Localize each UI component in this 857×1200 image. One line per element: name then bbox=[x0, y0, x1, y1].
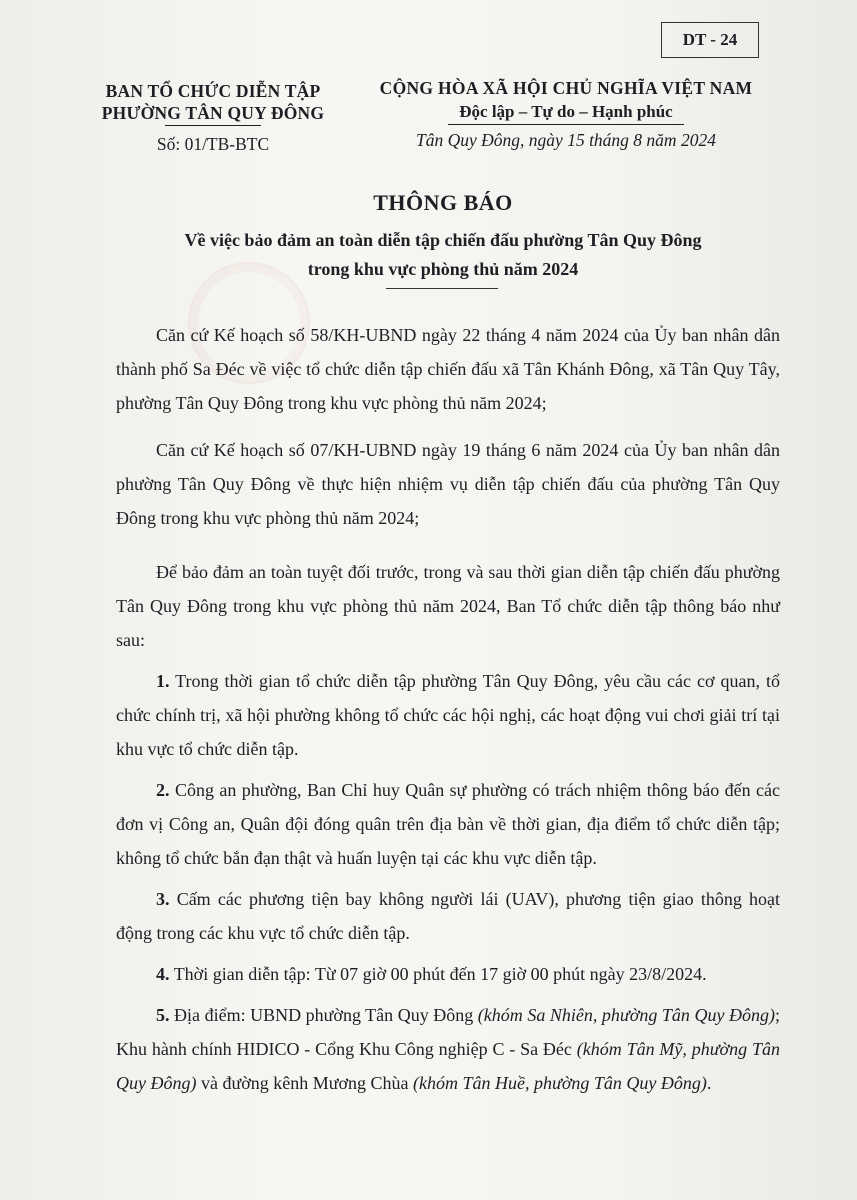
document-subtitle bbox=[100, 226, 786, 284]
item-5-location-2: (khóm Tân Mỹ, phường Tân Quy Đông) bbox=[116, 1039, 781, 1093]
item-5-location-3: (khóm Tân Huề, phường Tân Quy Đông) bbox=[413, 1073, 707, 1093]
issuing-body-header bbox=[88, 80, 338, 126]
paragraph-legal-basis-1: Căn cứ Kế hoạch số 58/KH-UBND ngày 22 tháng 4 năm 2024 của Ủy ban nhân dân thành phố Sa Đéc về việc tổ chức diễn tập chiến đấu xã Tân Khánh Đông, xã Tân Quy Tây, phường Tân Quy Đông trong khu vực phòng thủ năm 2024; bbox=[116, 325, 780, 413]
item-4-number: 4. bbox=[156, 964, 170, 984]
item-3-number: 3. bbox=[156, 889, 170, 909]
item-5-text-a: Địa điểm: UBND phường Tân Quy Đông bbox=[174, 1005, 474, 1025]
item-5-number: 5. bbox=[156, 1005, 170, 1025]
item-3 bbox=[116, 882, 780, 950]
document-code-box: DT - 24 bbox=[661, 22, 759, 58]
national-header bbox=[356, 77, 776, 125]
item-2 bbox=[116, 773, 780, 875]
nation-name: CỘNG HÒA XÃ HỘI CHỦ NGHĨA VIỆT NAM bbox=[379, 78, 753, 98]
issuing-body-line2: PHƯỜNG TÂN QUY ĐÔNG bbox=[101, 103, 325, 123]
subtitle-line2: trong khu vực phòng thủ năm 2024 bbox=[307, 259, 579, 279]
paragraph-legal-basis-2: Căn cứ Kế hoạch số 07/KH-UBND ngày 19 tháng 6 năm 2024 của Ủy ban nhân dân phường Tân Quy Đông về thực hiện nhiệm vụ diễn tập chiến đấu của phường Tân Quy Đông trong khu vực phòng thủ năm 2024; bbox=[116, 440, 780, 528]
item-1-number: 1. bbox=[156, 671, 170, 691]
item-3-text: Cấm các phương tiện bay không người lái (UAV), phương tiện giao thông hoạt động trong các khu vực tổ chức diễn tập. bbox=[116, 889, 780, 943]
item-4 bbox=[116, 957, 780, 991]
motto-underline bbox=[448, 124, 684, 125]
subtitle-underline bbox=[386, 288, 498, 289]
item-5 bbox=[116, 998, 780, 1100]
item-1-text: Trong thời gian tổ chức diễn tập phường Tân Quy Đông, yêu cầu các cơ quan, tổ chức chính trị, xã hội phường không tổ chức các hội nghị, các hoạt động vui chơi giải trí tại khu vực tổ chức diễn tập. bbox=[116, 671, 780, 759]
issuing-body-underline bbox=[165, 125, 261, 126]
item-2-text: Công an phường, Ban Chỉ huy Quân sự phường có trách nhiệm thông báo đến các đơn vị Công an, Quân đội đóng quân trên địa bàn về thời gian, địa điểm tổ chức diễn tập; không tổ chức bắn đạn thật và huấn luyện tại các khu vực diễn tập. bbox=[116, 780, 781, 868]
item-5-location-1: (khóm Sa Nhiên, phường Tân Quy Đông) bbox=[477, 1005, 775, 1025]
item-5-text-e: và đường kênh Mương Chùa bbox=[196, 1073, 409, 1093]
document-body bbox=[116, 318, 780, 1100]
item-5-text-g: . bbox=[706, 1073, 712, 1093]
item-2-number: 2. bbox=[156, 780, 170, 800]
national-motto: Độc lập – Tự do – Hạnh phúc bbox=[459, 102, 673, 121]
issuing-body-line1: BAN TỔ CHỨC DIỄN TẬP bbox=[105, 81, 321, 101]
document-title: THÔNG BÁO bbox=[373, 190, 513, 215]
subtitle-line1: Về việc bảo đảm an toàn diễn tập chiến đấu phường Tân Quy Đông bbox=[184, 230, 702, 250]
item-4-text: Thời gian diễn tập: Từ 07 giờ 00 phút đến 17 giờ 00 phút ngày 23/8/2024. bbox=[173, 964, 707, 984]
item-1 bbox=[116, 664, 780, 766]
place-and-date: Tân Quy Đông, ngày 15 tháng 8 năm 2024 bbox=[416, 130, 716, 150]
document-number: Số: 01/TB-BTC bbox=[156, 134, 270, 154]
item-5-text-c: ; Khu hành chính HIDICO - Cổng Khu Công nghiệp C - Sa Đéc bbox=[116, 1005, 780, 1059]
paragraph-intro: Để bảo đảm an toàn tuyệt đối trước, trong và sau thời gian diễn tập chiến đấu phường Tân Quy Đông trong khu vực phòng thủ năm 2024, Ban Tổ chức diễn tập thông báo như sau: bbox=[116, 562, 780, 650]
